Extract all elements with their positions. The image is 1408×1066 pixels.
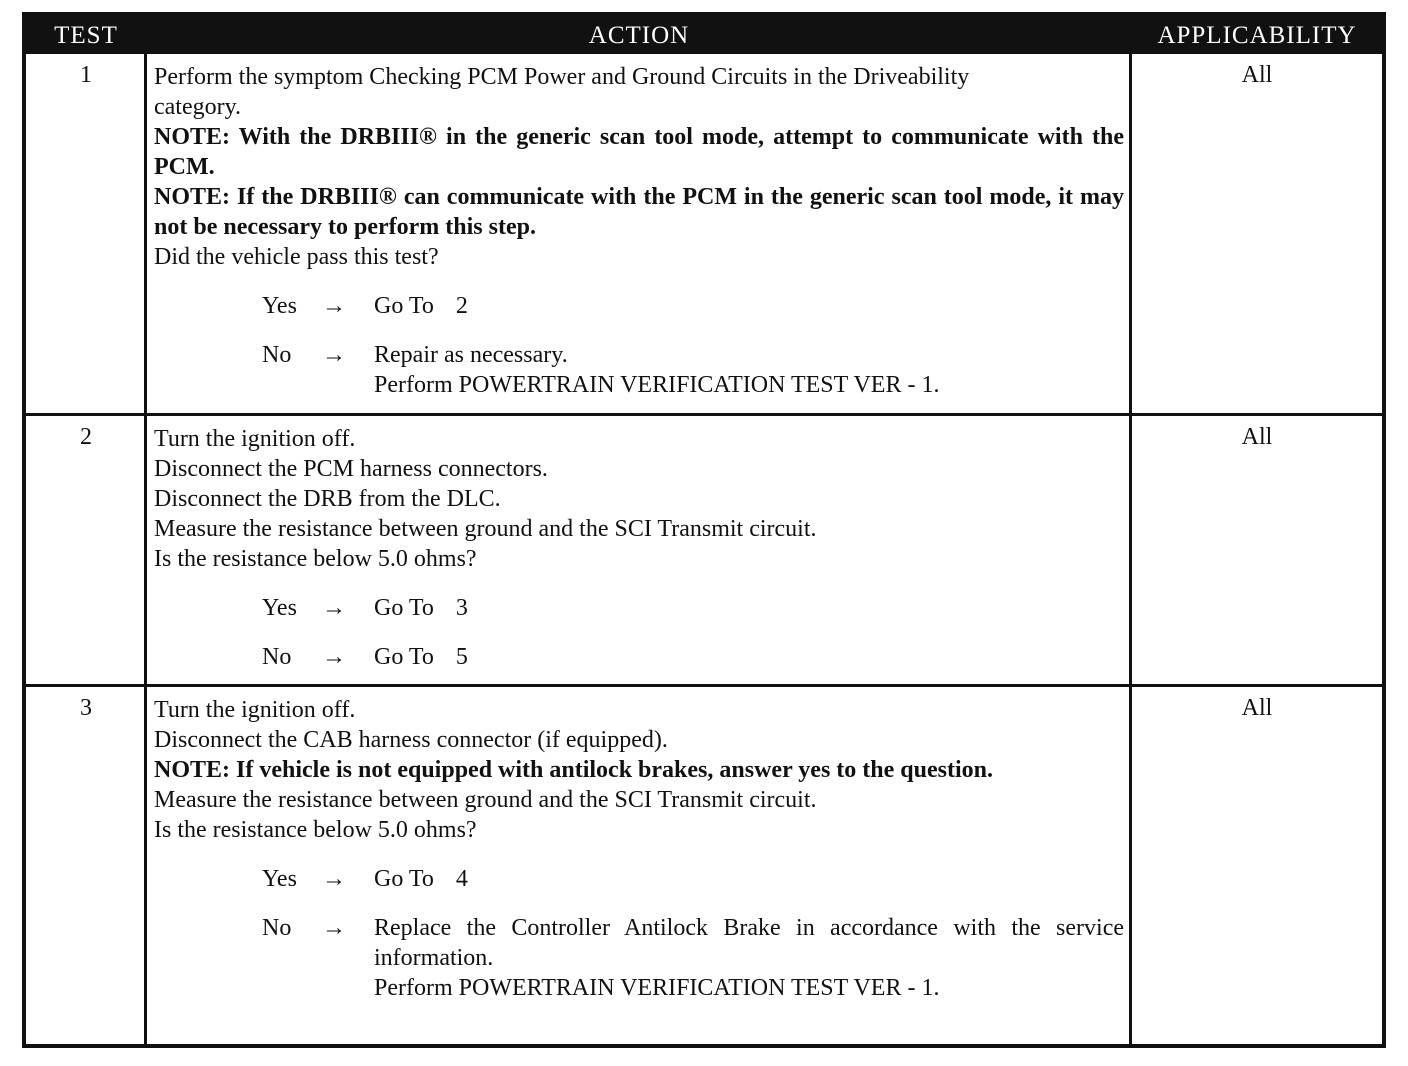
header-test: TEST xyxy=(54,22,118,49)
action-line: Disconnect the CAB harness connector (if equipped). xyxy=(154,727,668,753)
arrow-icon: → xyxy=(322,644,346,670)
yes-result xyxy=(374,291,468,321)
table-row-test-3 xyxy=(26,687,1382,1044)
goto-text: Go To xyxy=(374,293,434,319)
note-text: NOTE: If vehicle is not equipped with antilock brakes, answer yes to the question. xyxy=(154,757,993,783)
action-line: Perform the symptom Checking PCM Power and Ground Circuits in the Driveability xyxy=(154,64,970,90)
action-cell xyxy=(154,62,1124,400)
goto-target: 4 xyxy=(455,866,468,892)
arrow-icon: → xyxy=(322,595,346,621)
arrow-icon: → xyxy=(322,866,346,892)
goto-text: Go To xyxy=(374,595,434,621)
no-result xyxy=(374,340,1124,400)
action-cell xyxy=(154,424,1124,672)
table-header xyxy=(26,16,1382,54)
header-action: ACTION xyxy=(588,22,690,49)
action-line: Turn the ignition off. xyxy=(154,697,356,723)
no-result-line: Perform POWERTRAIN VERIFICATION TEST VER - 1. xyxy=(374,975,940,1001)
no-label: No xyxy=(262,342,292,368)
test-number: 1 xyxy=(80,62,92,88)
yes-label: Yes xyxy=(262,866,297,892)
applicability-value: All xyxy=(1241,695,1273,721)
question-text: Is the resistance below 5.0 ohms? xyxy=(154,546,477,572)
arrow-icon: → xyxy=(322,915,346,941)
applicability-value: All xyxy=(1241,62,1273,88)
arrow-icon: → xyxy=(322,342,346,368)
yes-branch xyxy=(154,291,1124,321)
yes-result xyxy=(374,593,468,623)
no-result-line: Repair as necessary. xyxy=(374,342,568,368)
question-text: Did the vehicle pass this test? xyxy=(154,244,439,270)
yes-branch xyxy=(154,593,1124,623)
no-label: No xyxy=(262,915,292,941)
no-label: No xyxy=(262,644,292,670)
yes-result xyxy=(374,864,468,894)
diagnostic-test-table xyxy=(22,12,1386,1048)
test-number: 2 xyxy=(80,424,92,450)
action-line: Turn the ignition off. xyxy=(154,426,356,452)
yes-label: Yes xyxy=(262,595,297,621)
action-line: Disconnect the PCM harness connectors. xyxy=(154,456,548,482)
table-row-test-1 xyxy=(26,54,1382,413)
no-branch xyxy=(154,340,1124,400)
arrow-icon: → xyxy=(322,293,346,319)
note-text: NOTE: If the DRBIII® can communicate with the PCM in the generic scan tool mode, it may not be necessary to perform this step. xyxy=(154,184,1124,240)
question-text: Is the resistance below 5.0 ohms? xyxy=(154,817,477,843)
goto-text: Go To xyxy=(374,866,434,892)
yes-label: Yes xyxy=(262,293,297,319)
test-number: 3 xyxy=(80,695,92,721)
applicability-value: All xyxy=(1241,424,1273,450)
action-cell xyxy=(154,695,1124,1003)
yes-branch xyxy=(154,864,1124,894)
action-line: Disconnect the DRB from the DLC. xyxy=(154,486,501,512)
action-line: category. xyxy=(154,94,242,120)
goto-target: 3 xyxy=(455,595,468,621)
goto-target: 5 xyxy=(455,644,468,670)
no-result-line: Perform POWERTRAIN VERIFICATION TEST VER - 1. xyxy=(374,372,940,398)
action-line: Measure the resistance between ground and the SCI Transmit circuit. xyxy=(154,787,817,813)
no-result xyxy=(374,913,1124,1003)
note-text: NOTE: With the DRBIII® in the generic scan tool mode, attempt to communicate with the PCM. xyxy=(154,124,1124,180)
action-line: Measure the resistance between ground and the SCI Transmit circuit. xyxy=(154,516,817,542)
no-branch xyxy=(154,913,1124,1003)
no-branch xyxy=(154,642,1124,672)
no-result xyxy=(374,642,468,672)
header-applicability: APPLICABILITY xyxy=(1157,22,1357,49)
goto-text: Go To xyxy=(374,644,434,670)
table-row-test-2 xyxy=(26,416,1382,684)
no-result-line: Replace the Controller Antilock Brake in accordance with the service information. xyxy=(374,915,1124,971)
goto-target: 2 xyxy=(455,293,468,319)
